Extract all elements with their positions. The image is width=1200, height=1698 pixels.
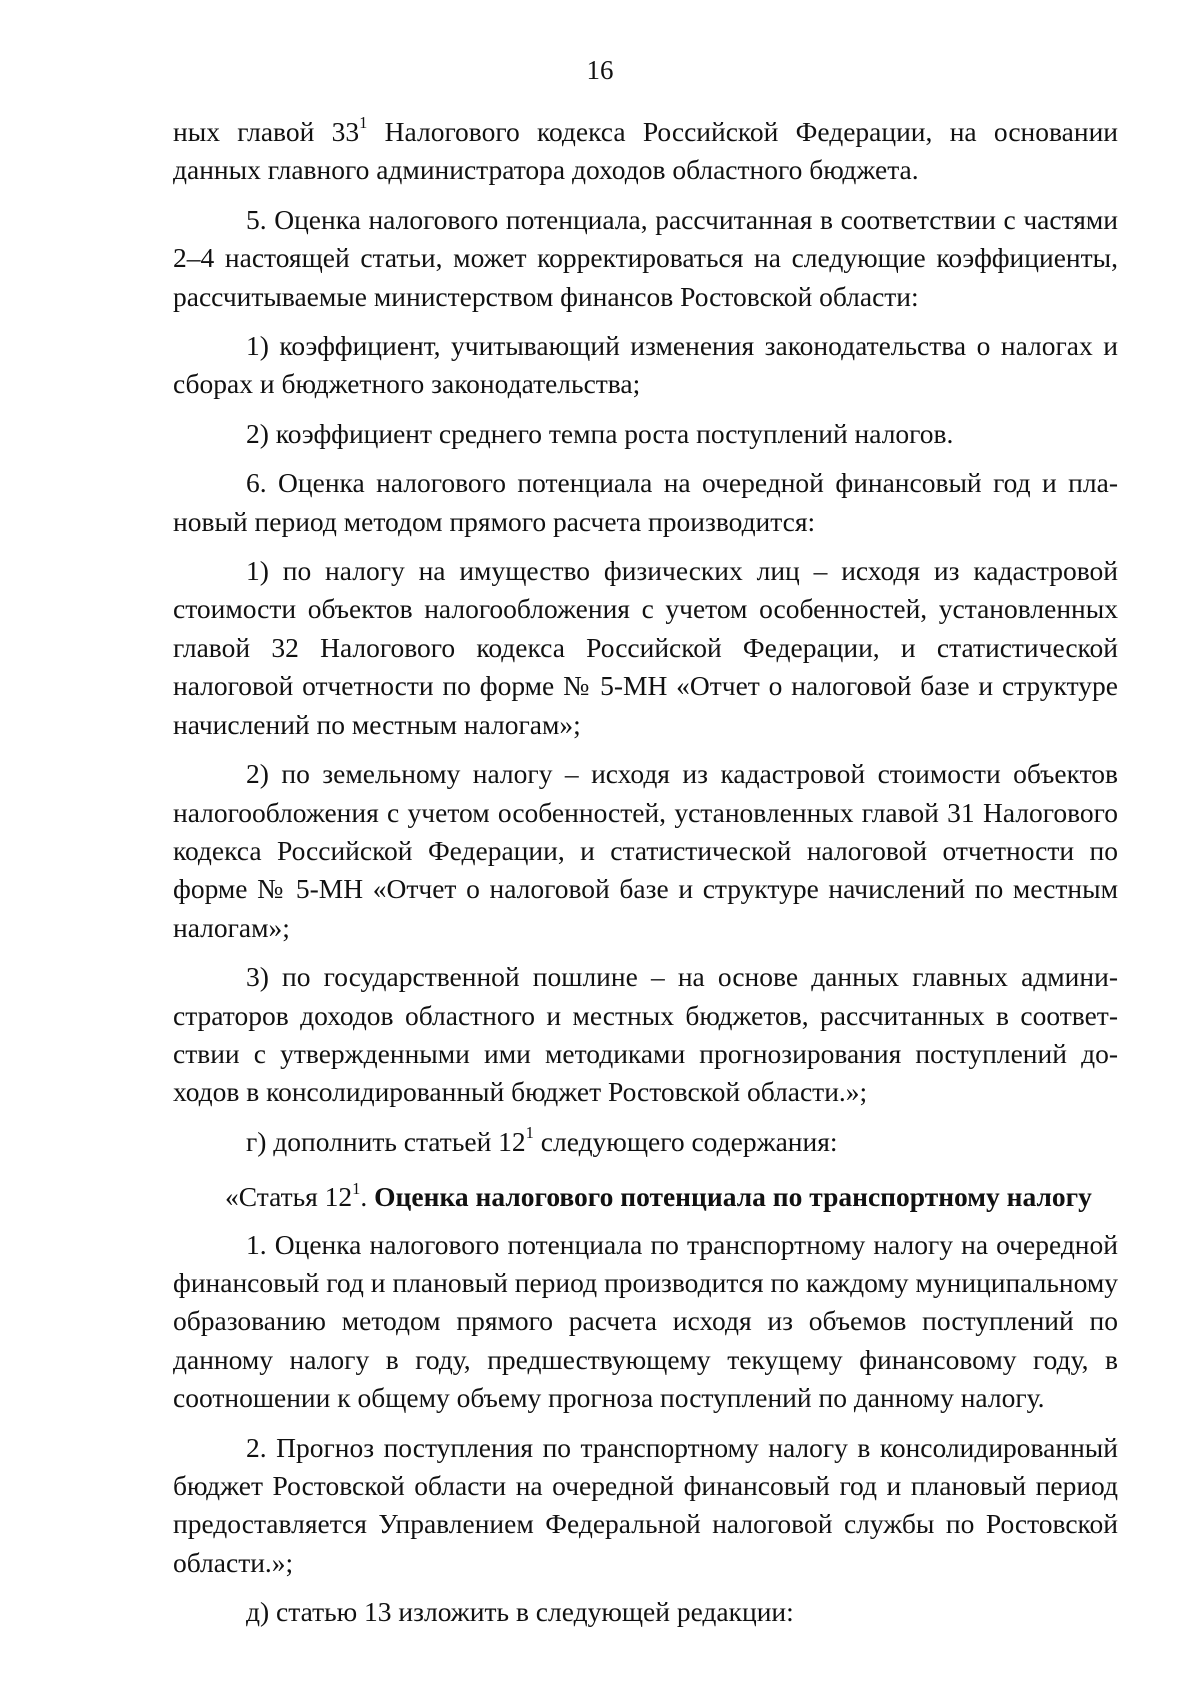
page-number: 16 xyxy=(586,55,614,85)
paragraph-subitem-1: 1) коэффициент, учитывающий изменения законодательства о налогах и сборах и бюджетного законодательства; xyxy=(173,330,1118,400)
text-run: . xyxy=(360,1181,375,1213)
paragraph-subitem-state-duty: 3) по государственной пошлине – на основе данных главных администраторов доходов областного и местных бюджетов, рассчитанных в соответствии с утвержденными ими методиками прогнозирования поступлений доходов в консолидированный бюджет Ростовской области.»; xyxy=(173,961,1118,1108)
text-run: Налогового кодекса Российской Федерации, на основании данных главного администратора доходов областного бюджета. xyxy=(173,116,1118,186)
article-title: Оценка налогового потенциала по транспортному налогу xyxy=(374,1181,1092,1213)
paragraph-article-item-2: 2. Прогноз поступления по транспортному налогу в консолидированный бюджет Ростовской области на очередной финансовый год и плановый период предоставляется Управлением Федеральной налоговой службы по Ростовской области.»; xyxy=(173,1431,1118,1578)
text-run: следующего содержания: xyxy=(533,1125,838,1157)
paragraph-item-5: 5. Оценка налогового потенциала, рассчитанная в соответствии с частями 2–4 настоящей статьи, может корректироваться на следующие коэффициенты, рассчитываемые министерством финансов Ростовской области: xyxy=(173,203,1118,312)
superscript: 1 xyxy=(352,1178,361,1198)
paragraph-amendment-g xyxy=(173,1123,1118,1161)
superscript: 1 xyxy=(359,113,368,133)
paragraph-item-6: 6. Оценка налогового потенциала на очередной финансовый год и плановый период методом прямого расчета производится: xyxy=(173,467,1118,537)
document-body xyxy=(173,113,1118,1643)
paragraph-amendment-d: д) статью 13 изложить в следующей редакции: xyxy=(246,1596,794,1628)
paragraph-subitem-property-tax: 1) по налогу на имущество физических лиц – исходя из кадастровой стоимости объектов налогообложения с учетом особенностей, установленных главой 32 Налогового кодекса Российской Федерации, и статистической налоговой отчетности по форме № 5-МН «Отчет о налоговой базе и структуре начислений по местным налогам»; xyxy=(173,555,1118,740)
paragraph-subitem-2: 2) коэффициент среднего темпа роста поступлений налогов. xyxy=(246,417,954,449)
superscript: 1 xyxy=(525,1123,534,1143)
paragraph-article-item-1: 1. Оценка налогового потенциала по транспортному налогу на очередной финансовый год и плановый период производится по каждому муниципальному образованию методом прямого расчета исходя из объемов поступлений по данному налогу в году, предшествующему текущему финансовому году, в соотношении к общему объему прогноза поступлений по данному налогу. xyxy=(173,1228,1118,1414)
article-label: «Статья 12 xyxy=(225,1181,353,1213)
text-run: ных главой 33 xyxy=(173,116,360,147)
article-heading xyxy=(173,1178,1118,1216)
paragraph-subitem-land-tax: 2) по земельному налогу – исходя из кадастровой стоимости объектов налогообложения с учетом особенностей, установленных главой 31 Налогового кодекса Российской Федерации, и статистической налоговой отчетности по форме № 5-МН «Отчет о налоговой базе и структуре начислений по местным налогам»; xyxy=(173,758,1118,943)
text-run: г) дополнить статьей 12 xyxy=(246,1125,526,1157)
paragraph-continuation xyxy=(173,113,1118,190)
